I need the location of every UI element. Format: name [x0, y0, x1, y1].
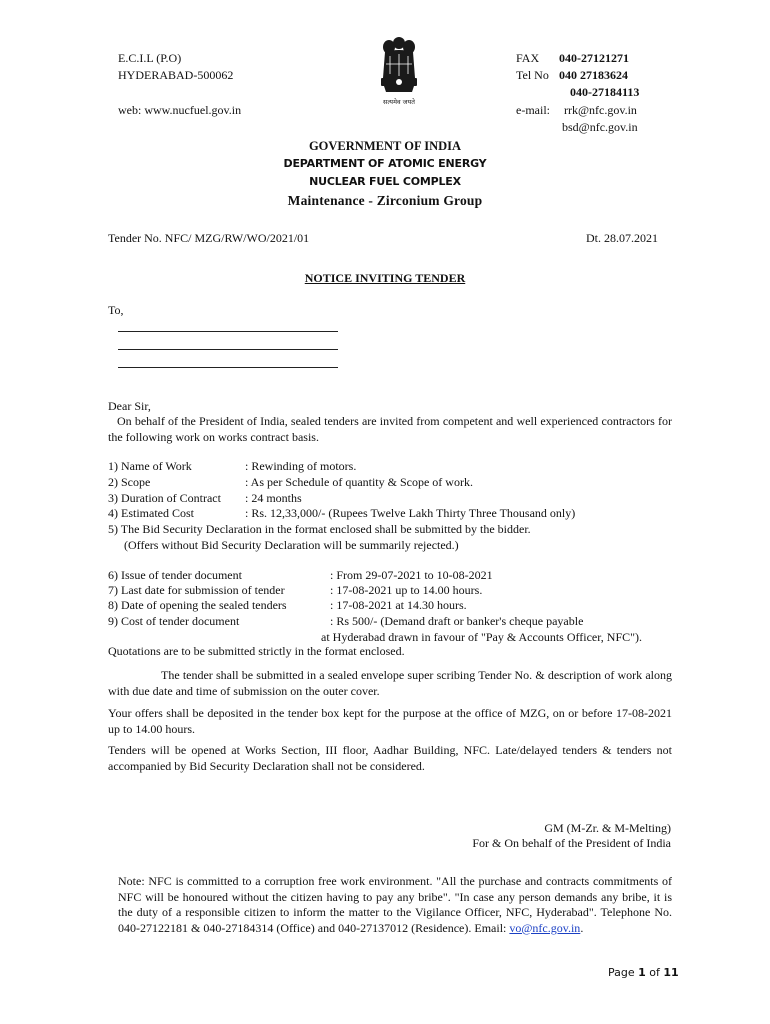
tel-number-1: 040 27183624 [559, 68, 628, 82]
vigilance-note-end: . [580, 920, 584, 935]
address-line-2: HYDERABAD-500062 [118, 68, 234, 82]
item-3-value: : 24 months [245, 491, 302, 505]
paragraph-submission: The tender shall be submitted in a sealed envelope super scribing Tender No. & description of work along with due date and time of submission on the outer cover. [108, 668, 672, 698]
item-9-label: 9) Cost of tender document [108, 614, 240, 628]
address-blank-line [118, 349, 338, 350]
page-total: 11 [663, 966, 679, 979]
item-9-continuation: at Hyderabad drawn in favour of "Pay & Accounts Officer, NFC"). [321, 630, 643, 644]
salutation: Dear Sir, [108, 399, 151, 413]
paragraph-deposit: Your offers shall be deposited in the tender box kept for the purpose at the office of MZG, on or before 17-08-2021 up to 14.00 hours. [108, 706, 672, 736]
vigilance-email-link[interactable]: vo@nfc.gov.in [509, 920, 581, 935]
item-4-value: : Rs. 12,33,000/- (Rupees Twelve Lakh Thirty Three Thousand only) [245, 506, 576, 520]
item-6-value: : From 29-07-2021 to 10-08-2021 [330, 568, 493, 582]
tender-date: Dt. 28.07.2021 [586, 231, 658, 245]
to-label: To, [108, 303, 124, 317]
signatory-designation: GM (M-Zr. & M-Melting) [544, 821, 671, 835]
page-label: Page [608, 966, 635, 979]
item-1-label: 1) Name of Work [108, 459, 192, 473]
notice-title: NOTICE INVITING TENDER [304, 271, 466, 285]
vigilance-note-text: Note: NFC is committed to a corruption free work environment. "All the purchase and contracts commitments of NFC will be honoured without the citizen having to pay any bribe". "In case any person demands any bribe, it is the duty of a responsible citizen to inform the matter to the Vigilance Officer, NFC, Hyderabad". Telephone No. 040-27122181 & 040-27184314 (Office) and 040-27137012 (Residence). Email: [118, 874, 672, 935]
org-complex: NUCLEAR FUEL COMPLEX [309, 175, 461, 188]
page-indicator [608, 965, 679, 980]
item-2-label: 2) Scope [108, 475, 151, 489]
item-5-note: (Offers without Bid Security Declaration will be summarily rejected.) [124, 538, 459, 552]
tel-number-2: 040-27184113 [570, 85, 640, 99]
address-line-1: E.C.I.L (P.O) [118, 51, 182, 65]
website: web: www.nucfuel.gov.in [118, 103, 242, 117]
item-6-label: 6) Issue of tender document [108, 568, 242, 582]
page-number: 1 [638, 966, 646, 979]
item-8-value: : 17-08-2021 at 14.30 hours. [330, 598, 467, 612]
org-government: GOVERNMENT OF INDIA [308, 139, 462, 153]
org-group: Maintenance - Zirconium Group [287, 193, 483, 208]
national-emblem-icon [376, 34, 422, 112]
fax-number: 040-27121271 [559, 51, 629, 65]
item-3-label: 3) Duration of Contract [108, 491, 221, 505]
fax-label: FAX [516, 51, 540, 65]
intro-paragraph: On behalf of the President of India, sealed tenders are invited from competent and well experienced contractors for the following work on works contract basis. [108, 414, 672, 444]
item-9-value: : Rs 500/- (Demand draft or banker's cheque payable [330, 614, 584, 628]
item-7-label: 7) Last date for submission of tender [108, 583, 285, 597]
emblem-caption: सत्यमेव जयते [383, 98, 415, 106]
item-1-value: : Rewinding of motors. [245, 459, 357, 473]
email-2: bsd@nfc.gov.in [562, 120, 638, 134]
tel-label: Tel No [516, 68, 549, 82]
item-2-value: : As per Schedule of quantity & Scope of work. [245, 475, 473, 489]
vigilance-note [118, 874, 672, 936]
email-label: e-mail: [516, 103, 550, 117]
item-4-label: 4) Estimated Cost [108, 506, 194, 520]
item-8-label: 8) Date of opening the sealed tenders [108, 598, 287, 612]
page-of-label: of [649, 966, 660, 979]
address-blank-line [118, 331, 338, 332]
address-blank-line [118, 367, 338, 368]
item-5: 5) The Bid Security Declaration in the format enclosed shall be submitted by the bidder. [108, 522, 531, 536]
org-department: DEPARTMENT OF ATOMIC ENERGY [283, 157, 487, 170]
tender-number: Tender No. NFC/ MZG/RW/WO/2021/01 [108, 231, 310, 245]
paragraph-opening: Tenders will be opened at Works Section, III floor, Aadhar Building, NFC. Late/delayed tenders & tenders not accompanied by Bid Security Declaration shall not be considered. [108, 743, 672, 773]
item-7-value: : 17-08-2021 up to 14.00 hours. [330, 583, 483, 597]
quotations-note: Quotations are to be submitted strictly in the format enclosed. [108, 644, 405, 658]
signatory-authority: For & On behalf of the President of India [472, 836, 671, 850]
email-1: rrk@nfc.gov.in [564, 103, 637, 117]
